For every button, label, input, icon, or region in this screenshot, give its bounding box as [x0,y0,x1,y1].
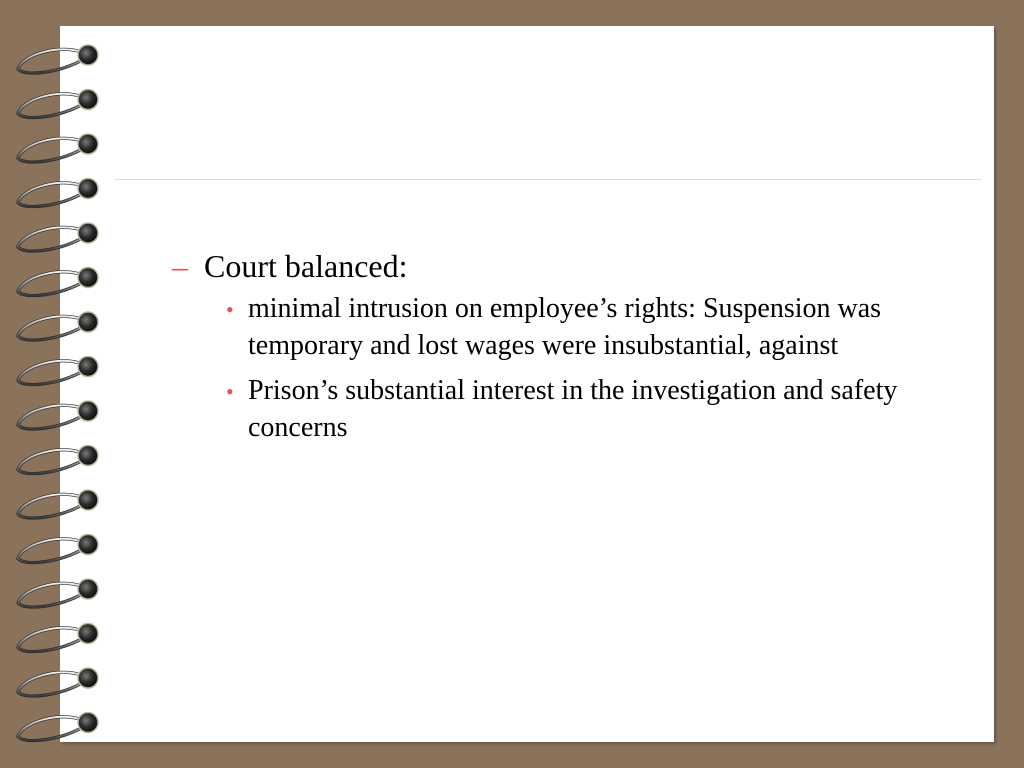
slide-content [172,246,972,454]
spiral-ring-icon [18,357,98,385]
spiral-ring-icon [18,713,98,741]
bullet-text: minimal intrusion on employee’s rights: Suspension was temporary and lost wages were insubstantial, against [248,293,882,361]
spiral-ring-icon [18,90,98,118]
sub-bullet-list [226,290,972,446]
spiral-ring-icon [18,179,98,207]
bullet-level1 [172,246,972,286]
spiral-ring-icon [18,223,98,251]
spiral-ring-icon [18,490,98,518]
spiral-ring-icon [18,579,98,607]
spiral-ring-icon [18,45,98,73]
spiral-ring-icon [18,134,98,162]
spiral-binding-icon [0,0,120,768]
spiral-ring-icon [18,312,98,340]
bullet-text: Prison’s substantial interest in the investigation and safety concerns [248,375,898,443]
spiral-ring-icon [18,401,98,429]
bullet-dot-icon: • [226,379,234,404]
dash-marker: – [172,248,188,284]
spiral-ring-icon [18,446,98,474]
bullet-dot-icon: • [226,297,234,322]
list-item [226,290,972,364]
spiral-ring-icon [18,535,98,563]
list-item [226,372,972,446]
spiral-ring-icon [18,668,98,696]
title-divider [114,179,982,180]
level1-text: Court balanced: [204,248,408,284]
spiral-ring-icon [18,268,98,296]
spiral-ring-icon [18,624,98,652]
